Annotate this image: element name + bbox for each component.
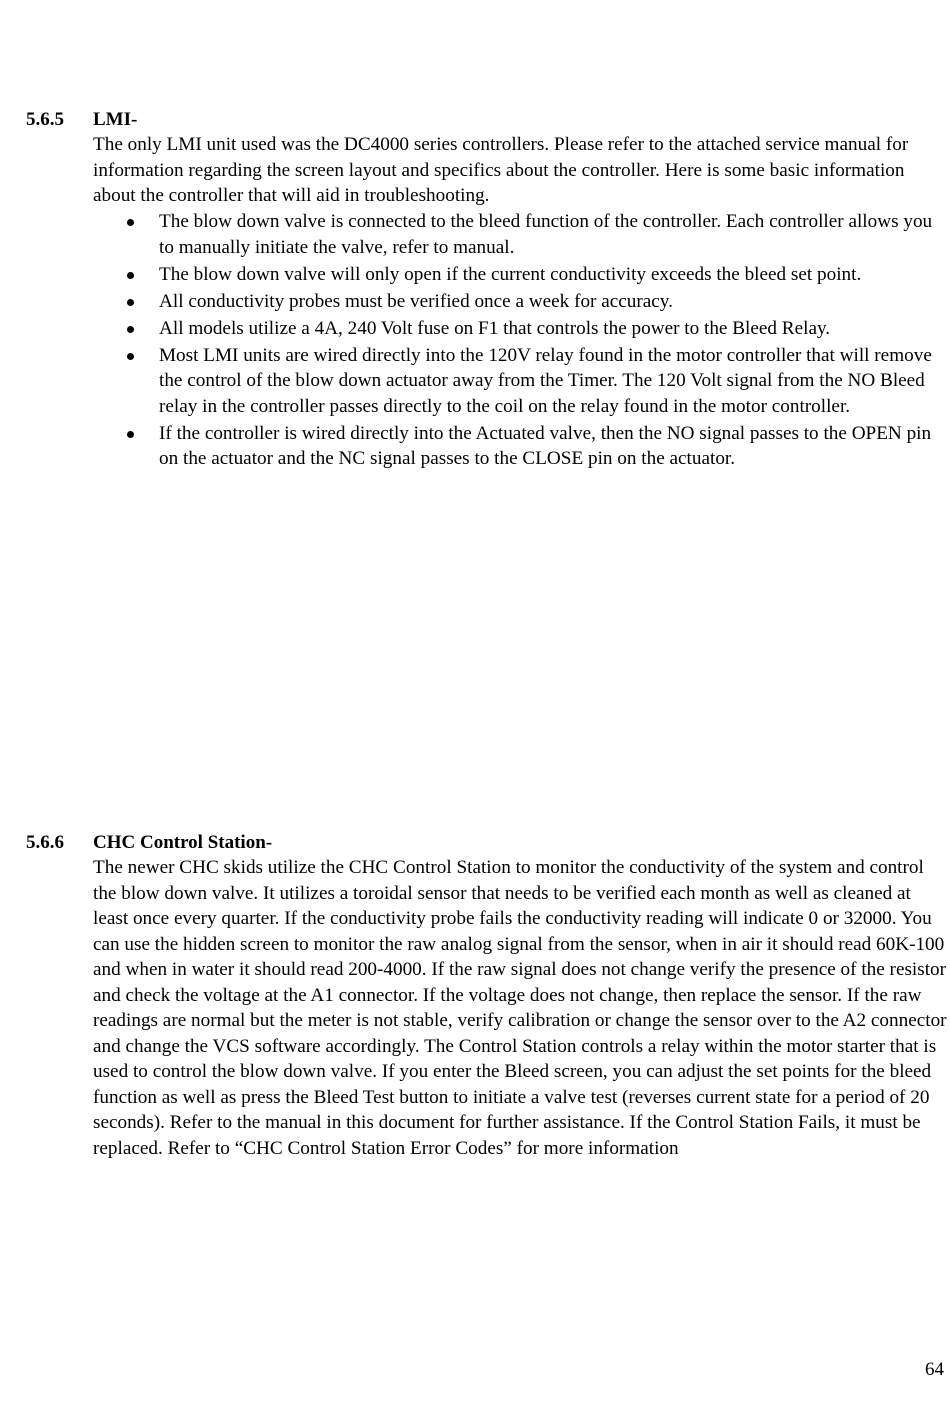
bullet-icon bbox=[127, 431, 134, 438]
page-number: 64 bbox=[925, 1359, 944, 1380]
list-item bbox=[93, 209, 948, 260]
list-item-text: All models utilize a 4A, 240 Volt fuse on F1 that controls the power to the Bleed Relay. bbox=[159, 317, 831, 339]
list-item bbox=[93, 289, 948, 315]
section-heading bbox=[26, 830, 272, 855]
section-number: 5.6.6 bbox=[26, 832, 64, 853]
bullet-list bbox=[93, 209, 948, 473]
list-item-text: The blow down valve will only open if the current conductivity exceeds the bleed set point. bbox=[159, 263, 862, 285]
list-item-text: The blow down valve is connected to the bleed function of the controller. Each controller allows you to manually initiate the valve, refer to manual. bbox=[159, 211, 933, 258]
list-item-text: Most LMI units are wired directly into the 120V relay found in the motor controller that will remove the control of the blow down actuator away from the Timer. The 120 Volt signal from the NO Bleed relay in the controller passes directly to the coil on the relay found in the motor controller. bbox=[159, 344, 932, 417]
section-body: The newer CHC skids utilize the CHC Control Station to monitor the conductivity of the system and control the blow down valve. It utilizes a toroidal sensor that needs to be verified each month as well as cleaned at least once every quarter. If the conductivity probe fails the conductivity reading will indicate 0 or 32000. You can use the hidden screen to monitor the raw analog signal from the sensor, when in air it should read 60K-100 and when in water it should read 200-4000. If the raw signal does not change verify the presence of the resistor and check the voltage at the A1 connector. If the voltage does not change, then replace the sensor. If the raw readings are normal but the meter is not stable, verify calibration or change the sensor over to the A2 connector and change the VCS software accordingly. The Control Station controls a relay within the motor starter that is used to control the blow down valve. If you enter the Bleed screen, you can adjust the set points for the bleed function as well as press the Bleed Test button to initiate a valve test (reverses current state for a period of 20 seconds). Refer to the manual in this document for further assistance. If the Control Station Fails, it must be replaced. Refer to “CHC Control Station Error Codes” for more information bbox=[93, 857, 947, 1159]
section-title: LMI- bbox=[93, 109, 138, 130]
list-item-text: All conductivity probes must be verified once a week for accuracy. bbox=[159, 290, 673, 312]
section-title: CHC Control Station- bbox=[93, 832, 273, 853]
list-item bbox=[93, 421, 948, 472]
list-item-text: If the controller is wired directly into the Actuated valve, then the NO signal passes to the OPEN pin on the actuator and the NC signal passes to the CLOSE pin on the actuator. bbox=[159, 422, 932, 469]
section-number: 5.6.5 bbox=[26, 109, 64, 130]
section-heading bbox=[26, 107, 137, 132]
bullet-icon bbox=[127, 219, 134, 226]
list-item bbox=[93, 343, 948, 420]
section-intro: The only LMI unit used was the DC4000 series controllers. Please refer to the attached service manual for information regarding the screen layout and specifics about the controller. Here is some basic information about the controller that will aid in troubleshooting. bbox=[93, 134, 909, 206]
bullet-icon bbox=[127, 272, 134, 279]
list-item bbox=[93, 262, 948, 288]
bullet-icon bbox=[127, 326, 134, 333]
list-item bbox=[93, 316, 948, 342]
bullet-icon bbox=[127, 299, 134, 306]
bullet-icon bbox=[127, 353, 134, 360]
